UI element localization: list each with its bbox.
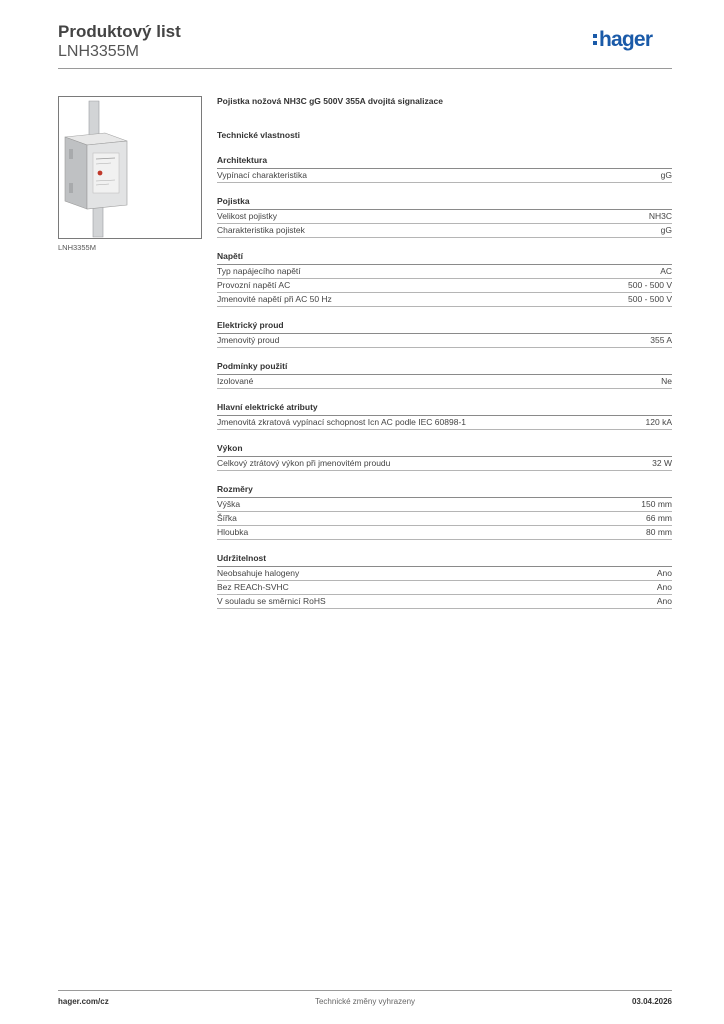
- spec-value: 500 - 500 V: [628, 294, 672, 304]
- spec-value: NH3C: [648, 211, 672, 221]
- spec-row: [217, 581, 672, 595]
- spec-value: Ne: [661, 376, 672, 386]
- spec-row: [217, 512, 672, 526]
- spec-value: 355 A: [650, 335, 672, 345]
- spec-label: Vypínací charakteristika: [217, 170, 307, 180]
- spec-section: [217, 155, 672, 183]
- spec-label: Typ napájecího napětí: [217, 266, 301, 276]
- spec-label: Hloubka: [217, 527, 249, 537]
- section-title: Architektura: [217, 155, 672, 169]
- spec-value: gG: [660, 170, 672, 180]
- footer-note: Technické změny vyhrazeny: [314, 997, 416, 1006]
- specification-content: [217, 96, 672, 609]
- spec-value: 500 - 500 V: [628, 280, 672, 290]
- spec-row: [217, 169, 672, 183]
- spec-row: [217, 293, 672, 307]
- footer-divider: [58, 990, 672, 991]
- spec-section: [217, 553, 672, 609]
- spec-value: Ano: [656, 568, 672, 578]
- spec-section: [217, 402, 672, 430]
- spec-section: [217, 196, 672, 238]
- spec-row: [217, 416, 672, 430]
- spec-row: [217, 210, 672, 224]
- spec-section: [217, 251, 672, 307]
- section-title: Hlavní elektrické atributy: [217, 402, 672, 416]
- section-title: Elektrický proud: [217, 320, 672, 334]
- section-title: Udržitelnost: [217, 553, 672, 567]
- specification-sections: [217, 155, 672, 609]
- spec-label: Šířka: [217, 513, 237, 523]
- spec-section: [217, 443, 672, 471]
- header-divider: [58, 68, 672, 69]
- spec-label: Velikost pojistky: [217, 211, 277, 221]
- spec-label: Izolované: [217, 376, 254, 386]
- spec-label: Celkový ztrátový výkon při jmenovitém proudu: [217, 458, 391, 468]
- section-title: Výkon: [217, 443, 672, 457]
- spec-value: 32 W: [652, 458, 672, 468]
- section-title: Rozměry: [217, 484, 672, 498]
- spec-row: [217, 457, 672, 471]
- image-caption: LNH3355M: [58, 243, 96, 252]
- footer-website: hager.com/cz: [58, 997, 109, 1006]
- spec-value: 150 mm: [641, 499, 672, 509]
- spec-row: [217, 224, 672, 238]
- document-title: Produktový list: [58, 22, 181, 41]
- spec-row: [217, 279, 672, 293]
- spec-row: [217, 498, 672, 512]
- spec-label: Jmenovitý proud: [217, 335, 280, 345]
- spec-row: [217, 375, 672, 389]
- fuse-illustration: [59, 97, 201, 238]
- spec-row: [217, 334, 672, 348]
- product-code: LNH3355M: [58, 43, 139, 60]
- product-name: Pojistka nožová NH3C gG 500V 355A dvojitá signalizace: [217, 96, 443, 106]
- spec-value: 80 mm: [646, 527, 672, 537]
- spec-row: [217, 595, 672, 609]
- page-footer: [58, 997, 672, 1011]
- spec-label: Výška: [217, 499, 241, 509]
- spec-row: [217, 567, 672, 581]
- spec-label: Provozní napětí AC: [217, 280, 291, 290]
- technical-properties-heading: Technické vlastnosti: [217, 130, 300, 140]
- section-title: Podmínky použití: [217, 361, 672, 375]
- spec-label: Charakteristika pojistek: [217, 225, 305, 235]
- spec-value: Ano: [656, 596, 672, 606]
- spec-value: 66 mm: [646, 513, 672, 523]
- logo-wordmark: hager: [599, 28, 653, 51]
- hager-logo: [592, 26, 672, 54]
- spec-section: [217, 484, 672, 540]
- spec-section: [217, 361, 672, 389]
- spec-row: [217, 265, 672, 279]
- spec-value: Ano: [656, 582, 672, 592]
- spec-label: Bez REACh-SVHC: [217, 582, 289, 592]
- spec-row: [217, 526, 672, 540]
- spec-value: AC: [660, 266, 672, 276]
- spec-value: 120 kA: [645, 417, 672, 427]
- section-title: Napětí: [217, 251, 672, 265]
- spec-value: gG: [660, 225, 672, 235]
- section-title: Pojistka: [217, 196, 672, 210]
- spec-label: Neobsahuje halogeny: [217, 568, 300, 578]
- page-header: [58, 20, 672, 69]
- footer-date: 03.04.2026: [631, 997, 672, 1006]
- spec-section: [217, 320, 672, 348]
- spec-label: V souladu se směrnicí RoHS: [217, 596, 326, 606]
- spec-label: Jmenovité napětí při AC 50 Hz: [217, 294, 332, 304]
- spec-label: Jmenovitá zkratová vypínací schopnost Icn AC podle IEC 60898-1: [217, 417, 466, 427]
- product-image: [58, 96, 202, 239]
